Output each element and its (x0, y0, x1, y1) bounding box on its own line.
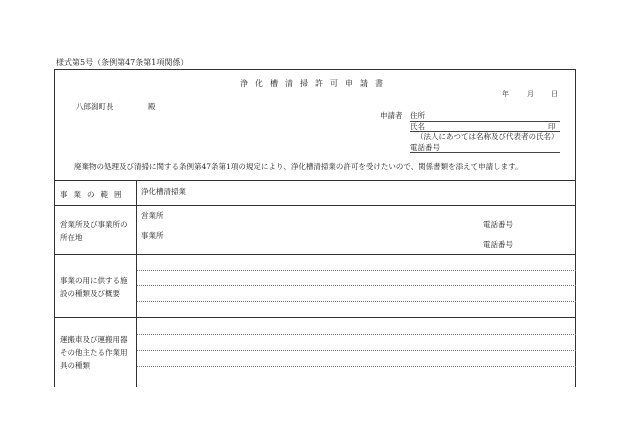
dotted-line (137, 350, 576, 351)
table-top-line (54, 180, 576, 181)
dotted-line (137, 270, 576, 271)
scope-value: 浄化槽清掃業 (141, 187, 186, 196)
location-label: 営業所及び事業所の所在地 (60, 220, 128, 242)
row-divider (54, 205, 576, 206)
form-number: 様式第5号（条例第47条第1項関係） (56, 58, 189, 67)
site-label: 事業所 (141, 231, 164, 240)
form-title: 浄化槽清掃許可申請書 (240, 79, 390, 88)
tel-underline (410, 152, 560, 153)
applicant-name-note: （法人にあつては名称及び代表者の氏名） (416, 132, 559, 141)
addressee-honorific: 殿 (148, 102, 156, 111)
application-statement: 廃棄物の処理及び清掃に関する条例第47条第1項の規定により、浄化槽清掃業の許可を受けたいので、関係書類を添えて申請します。 (74, 162, 523, 171)
applicant-name-label: 氏名 (410, 122, 425, 131)
row-divider (54, 317, 576, 318)
facilities-label: 事業の用に供する施設の種類及び概要 (60, 276, 128, 298)
site-tel-label: 電話番号 (483, 240, 513, 249)
date-month-label: 月 (527, 90, 534, 98)
office-label: 営業所 (141, 211, 164, 220)
dotted-line (137, 334, 576, 335)
date-day-label: 日 (551, 90, 558, 98)
applicant-tel-label: 電話番号 (410, 143, 440, 152)
dotted-line (137, 366, 576, 367)
dotted-line (137, 285, 576, 286)
applicant-label: 申請者 (380, 111, 403, 120)
seal-mark: 印 (548, 122, 556, 131)
scope-label: 事業の範囲 (60, 190, 128, 199)
addressee: 八郎潟町長 (76, 102, 114, 111)
column-divider (136, 180, 137, 387)
dotted-line (137, 301, 576, 302)
date-year-label: 年 (502, 90, 509, 98)
office-tel-label: 電話番号 (483, 220, 513, 229)
row-divider (54, 254, 576, 255)
vehicles-label: 運搬車及び運搬用器その他主たる作業用具の種類 (60, 335, 128, 370)
applicant-address-label: 住所 (410, 111, 425, 120)
address-underline (410, 121, 560, 122)
